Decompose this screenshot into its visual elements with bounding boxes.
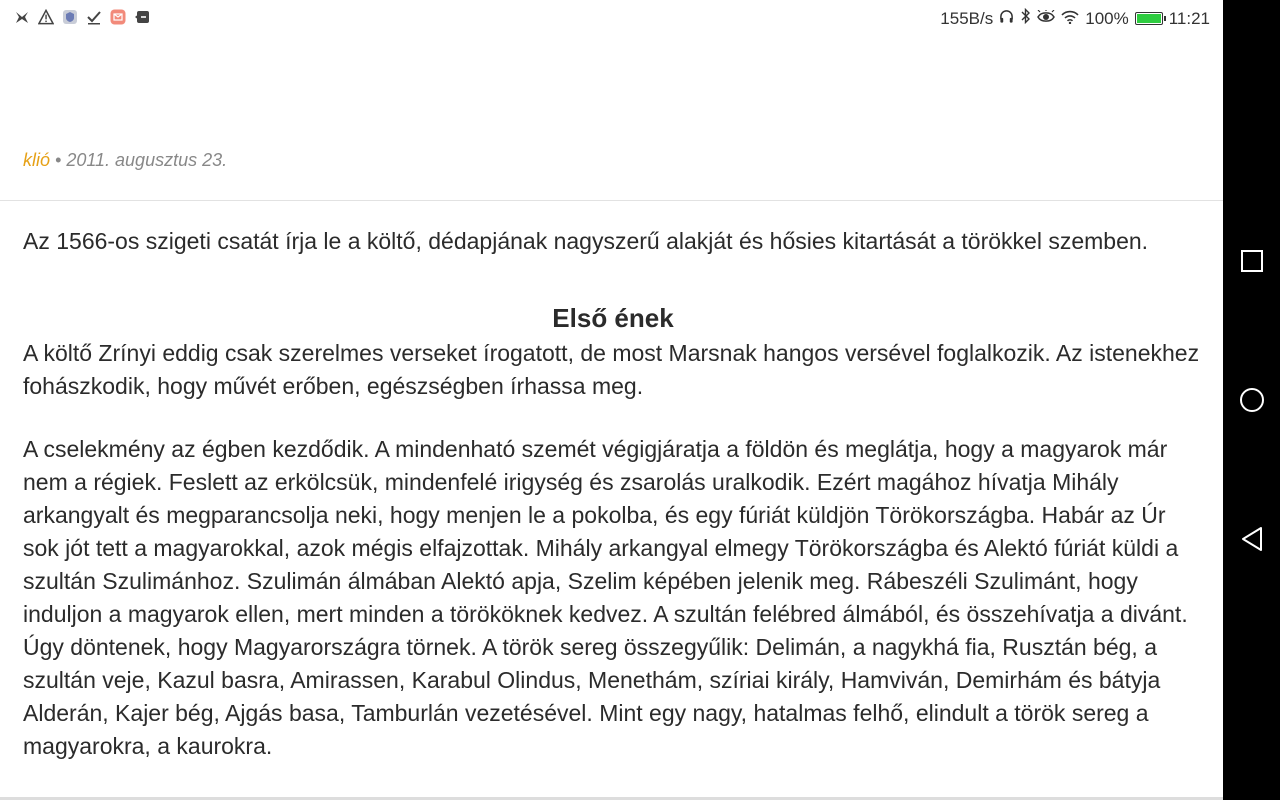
recents-button[interactable] (1239, 248, 1265, 274)
shield-icon (62, 9, 78, 25)
battery-fill (1137, 14, 1161, 23)
bluetooth-icon (1020, 8, 1031, 29)
network-speed: 155B/s (940, 8, 994, 28)
checkmark-icon (86, 9, 102, 25)
article-paragraph: A cselekmény az égben kezdődik. A mindenható szemét végigjáratja a földön és meglátja, hogy a magyarok már nem a régiek. Feslett az erkölcsük, mindenfelé irigység és zsarolás uralkodik. Ezért magához hívatja Mihály arkangyalt és megparancsolja neki, hogy menjen le a pokolba, és egy fúriát küldjön Törökországba. Habár az Úr sok jót tett a magyarokkal, azok mégis elfajzottak. Mihály arkangyal elmegy Törökországba és Alektó fúriát küldi a szultán Szulimánhoz. Szulimán álmában Alektó apja, Szelim képében jelenik meg. Rábeszéli Szulimánt, hogy induljon a magyarok ellen, mert minden a törököknek kedvez. A szultán felébred álmából, és összehívatja a divánt. Úgy döntenek, hogy Magyarországra törnek. A török sereg összegyűlik: Delimán, a nagykhá fia, Rusztán bég, a szultán veje, Kazul basra, Amirassen, Karabul Olindus, Menethám, szíriai király, Hamviván, Demirhám és bátyja Alderán, Kajer bég, Ajgás basa, Tamburlán vezetésével. Mint egy nagy, hatalmas felhő, elindult a török sereg a magyarokra, a kaurokra. (23, 436, 1188, 759)
notification-icons (14, 9, 150, 25)
headphones-icon (999, 9, 1014, 29)
back-button[interactable] (1239, 526, 1265, 552)
status-bar (0, 0, 1223, 36)
post-meta (23, 150, 227, 171)
warning-icon (38, 9, 54, 25)
intro-paragraph: Az 1566-os szigeti csatát írja le a költő, dédapjának nagyszerű alakját és hősies kitartását a törökkel szemben. (23, 228, 1149, 254)
article-body (23, 225, 1203, 763)
author-link[interactable]: klió (23, 150, 51, 170)
back-triangle-icon (1240, 526, 1264, 552)
home-circle-icon (1239, 387, 1265, 413)
battery-icon (1135, 12, 1163, 25)
system-indicators (940, 8, 1210, 29)
clock: 11:21 (1168, 8, 1210, 28)
post-date: 2011. augusztus 23. (66, 150, 228, 170)
mail-icon (110, 9, 126, 25)
battery-percent: 100% (1085, 8, 1129, 28)
article-paragraph: A költő Zrínyi eddig csak szerelmes verseket írogatott, de most Marsnak hangos versével foglalkozik. Az istenekhez fohászkodik, hogy művét erőben, egészségben írhassa meg. (23, 340, 1200, 399)
app-icon (14, 9, 30, 25)
divider (0, 200, 1223, 201)
wifi-icon (1061, 9, 1079, 29)
navigation-bar (1223, 0, 1280, 800)
eye-icon (1037, 9, 1055, 29)
back-box-icon (134, 9, 150, 25)
recents-square-icon (1240, 249, 1264, 273)
section-heading: Első ének (552, 303, 674, 333)
home-button[interactable] (1239, 387, 1265, 413)
meta-separator: • (50, 150, 67, 170)
